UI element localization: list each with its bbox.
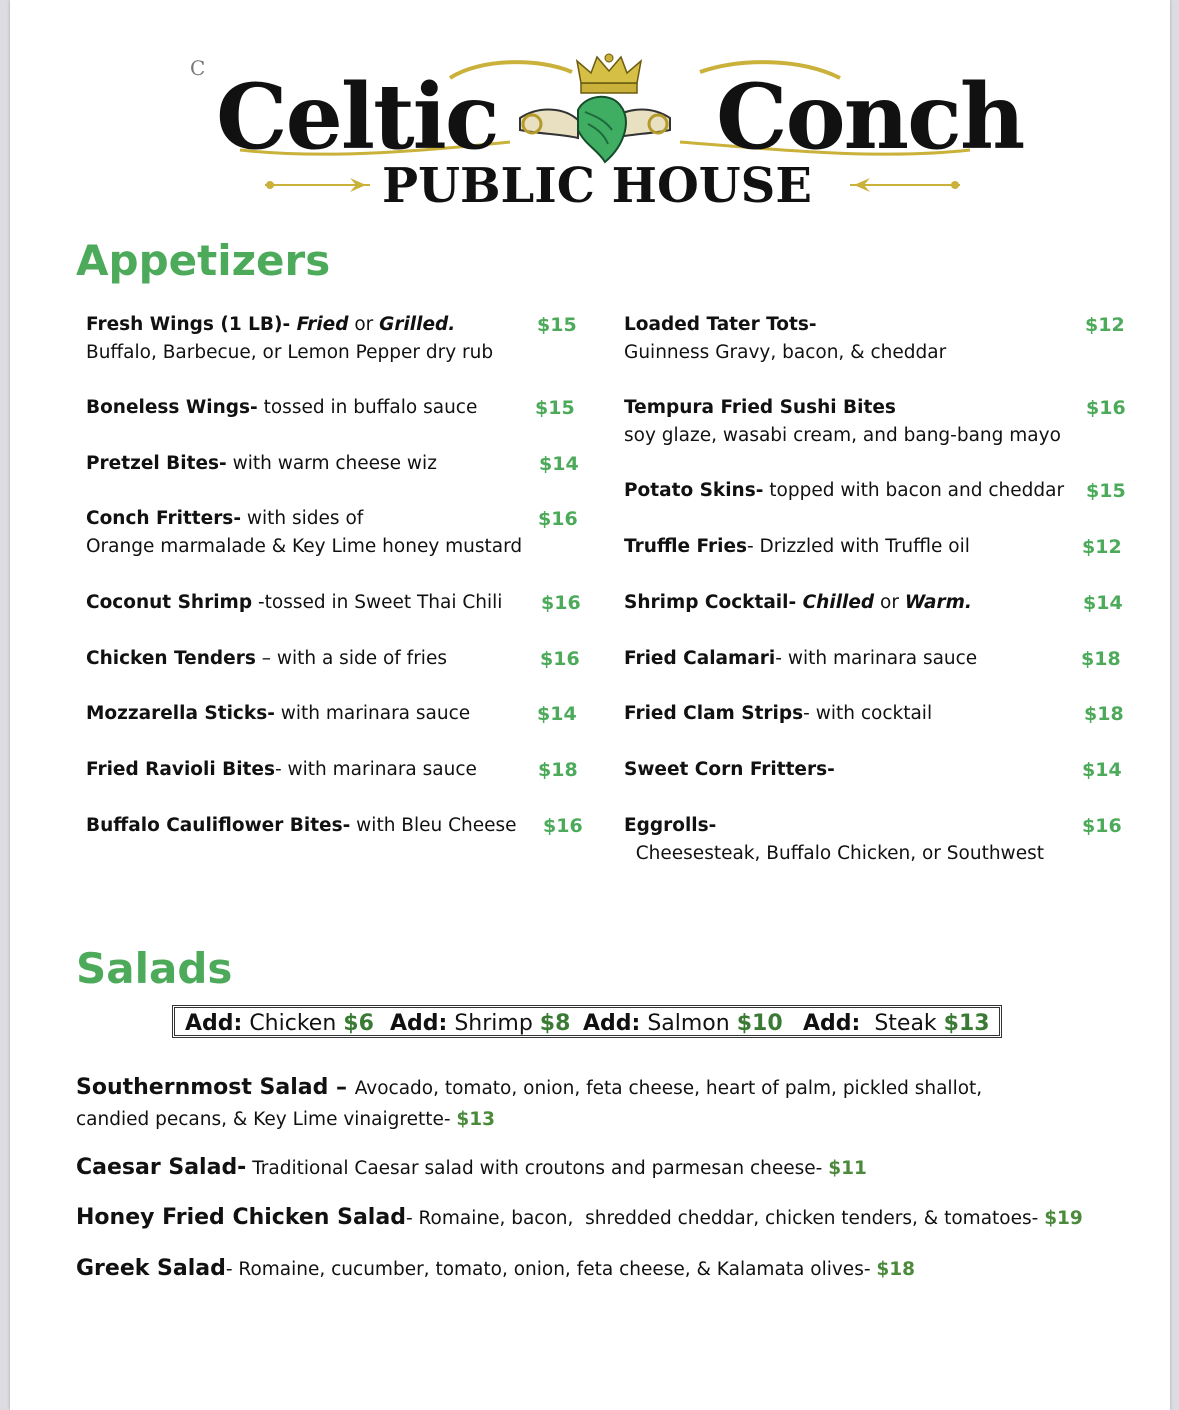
logo-word-celtic: Celtic	[216, 64, 498, 170]
item-price: $18	[1084, 703, 1124, 725]
menu-item: Coconut Shrimp -tossed in Sweet Thai Chili	[86, 592, 503, 613]
item-price: $18	[1081, 648, 1121, 670]
item-price: $16	[540, 648, 580, 670]
addon-steak: Add: Steak $13	[803, 1011, 990, 1036]
item-price: $14	[537, 703, 577, 725]
menu-item: Truffle Fries- Drizzled with Truffle oil	[624, 536, 970, 557]
menu-item: Fried Ravioli Bites- with marinara sauce	[86, 759, 477, 780]
item-price: $14	[539, 453, 579, 475]
salads-heading: Salads	[76, 944, 233, 993]
menu-item: Tempura Fried Sushi Bites soy glaze, wasabi cream, and bang-bang mayo	[624, 397, 1061, 446]
salad-addons-box	[172, 1005, 1002, 1038]
menu-item: Fresh Wings (1 LB)- Fried or Grilled. Buffalo, Barbecue, or Lemon Pepper dry rub	[86, 314, 494, 363]
item-price: $16	[1082, 815, 1122, 837]
addon-salmon: Add: Salmon $10	[583, 1011, 783, 1036]
item-price: $16	[541, 592, 581, 614]
restaurant-logo	[180, 50, 1024, 215]
menu-item: Loaded Tater Tots- Guinness Gravy, bacon, & cheddar	[624, 314, 947, 363]
item-price: $12	[1082, 536, 1122, 558]
salad-item: Honey Fried Chicken Salad- Romaine, bacon, shredded cheddar, chicken tenders, & tomatoes- $19	[76, 1205, 1083, 1230]
menu-item: Conch Fritters- with sides of Orange marmalade & Key Lime honey mustard	[86, 508, 523, 557]
menu-item: Fried Calamari- with marinara sauce	[624, 648, 978, 669]
item-price: $14	[1082, 759, 1122, 781]
menu-item: Shrimp Cocktail- Chilled or Warm.	[624, 592, 972, 613]
item-price: $15	[535, 397, 575, 419]
salad-item: Southernmost Salad – Avocado, tomato, onion, feta cheese, heart of palm, pickled shallot, candied pecans, & Key Lime vinaigrette- $13	[76, 1075, 983, 1130]
item-price: $18	[538, 759, 578, 781]
menu-item: Mozzarella Sticks- with marinara sauce	[86, 703, 471, 724]
item-price: $15	[1086, 480, 1126, 502]
logo-subtitle: PUBLIC HOUSE	[382, 158, 812, 214]
menu-item: Pretzel Bites- with warm cheese wiz	[86, 453, 437, 474]
menu-item: Eggrolls- Cheesesteak, Buffalo Chicken, or Southwest	[624, 815, 1044, 864]
menu-item: Potato Skins- topped with bacon and cheddar	[624, 480, 1065, 501]
menu-item: Fried Clam Strips- with cocktail	[624, 703, 933, 724]
item-price: $15	[537, 314, 577, 336]
logo-small-mark: C	[190, 56, 206, 80]
menu-page	[10, 0, 1170, 1410]
salad-item: Caesar Salad- Traditional Caesar salad with croutons and parmesan cheese- $11	[76, 1155, 867, 1180]
item-price: $16	[538, 508, 578, 530]
item-price: $14	[1083, 592, 1123, 614]
item-price: $12	[1085, 314, 1125, 336]
item-price: $16	[543, 815, 583, 837]
menu-item: Buffalo Cauliflower Bites- with Bleu Cheese	[86, 815, 517, 836]
item-price: $16	[1086, 397, 1126, 419]
salad-item: Greek Salad- Romaine, cucumber, tomato, onion, feta cheese, & Kalamata olives- $18	[76, 1256, 916, 1281]
menu-item: Sweet Corn Fritters-	[624, 759, 835, 780]
logo-word-conch: Conch	[716, 64, 1024, 170]
menu-item: Boneless Wings- tossed in buffalo sauce	[86, 397, 478, 418]
addon-chicken: Add: Chicken $6	[185, 1011, 374, 1036]
addon-shrimp: Add: Shrimp $8	[390, 1011, 571, 1036]
appetizers-heading: Appetizers	[76, 236, 331, 285]
menu-item: Chicken Tenders – with a side of fries	[86, 648, 447, 669]
